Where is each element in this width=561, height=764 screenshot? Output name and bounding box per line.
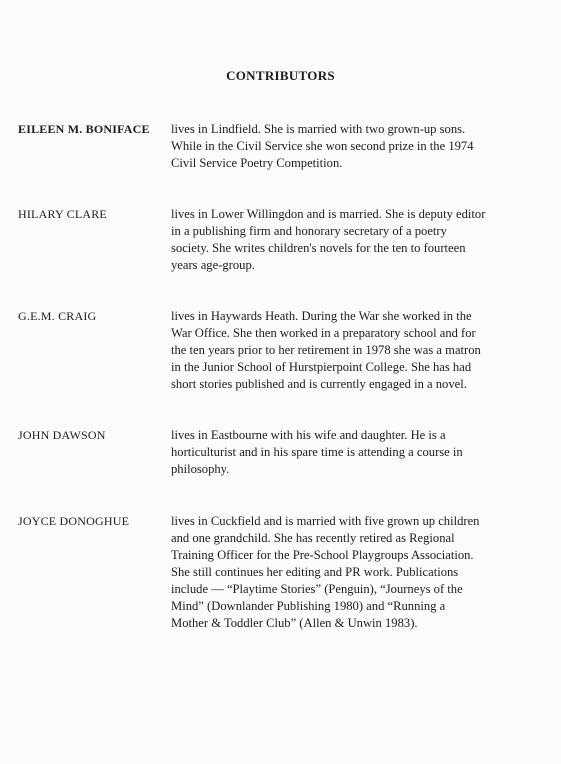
contributor-bio: [171, 513, 556, 632]
bio-line: Civil Service Poetry Competition.: [171, 156, 343, 170]
bio-line: While in the Civil Service she won second prize in the 1974: [171, 139, 474, 153]
bio-line: horticulturist and in his spare time is attending a course in: [171, 445, 463, 459]
contributor-bio: [171, 308, 556, 393]
bio-line: short stories published and is currently engaged in a novel.: [171, 377, 467, 391]
contributor-bio: [171, 121, 556, 172]
contributor-bio: [171, 427, 556, 478]
bio-line: the ten years prior to her retirement in 1978 she was a matron: [171, 343, 481, 357]
bio-line: Mind” (Downlander Publishing 1980) and “Running a: [171, 599, 446, 613]
bio-line: Mother & Toddler Club” (Allen & Unwin 1983).: [171, 616, 418, 630]
contributor-name: EILEEN M. BONIFACE: [18, 122, 150, 136]
bio-line: society. She writes children's novels for the ten to fourteen: [171, 241, 466, 255]
bio-line: philosophy.: [171, 462, 230, 476]
bio-line: and one grandchild. She has recently retired as Regional: [171, 531, 455, 545]
bio-line: in a publishing firm and honorary secretary of a poetry: [171, 224, 447, 238]
bio-line: lives in Eastbourne with his wife and daughter. He is a: [171, 428, 446, 442]
bio-line: in the Junior School of Hurstpierpoint College. She has had: [171, 360, 472, 374]
bio-line: War Office. She then worked in a preparatory school and for: [171, 326, 476, 340]
contributor-name: JOYCE DONOGHUE: [18, 514, 130, 528]
bio-line: Training Officer for the Pre-School Playgroups Association.: [171, 548, 474, 562]
bio-line: lives in Haywards Heath. During the War she worked in the: [171, 309, 472, 323]
page-heading: CONTRIBUTORS: [226, 68, 335, 83]
contributor-bio: [171, 206, 556, 274]
bio-line: lives in Lower Willingdon and is married. She is deputy editor: [171, 207, 486, 221]
bio-line: lives in Cuckfield and is married with five grown up children: [171, 514, 480, 528]
bio-line: lives in Lindfield. She is married with two grown-up sons.: [171, 122, 466, 136]
bio-line: years age-group.: [171, 258, 255, 272]
bio-line: She still continues her editing and PR work. Publications: [171, 565, 459, 579]
bio-line: include — “Playtime Stories” (Penguin), “Journeys of the: [171, 582, 463, 596]
contributor-name: G.E.M. CRAIG: [18, 309, 97, 323]
contributor-name: JOHN DAWSON: [18, 428, 106, 442]
contributor-name: HILARY CLARE: [18, 207, 107, 221]
